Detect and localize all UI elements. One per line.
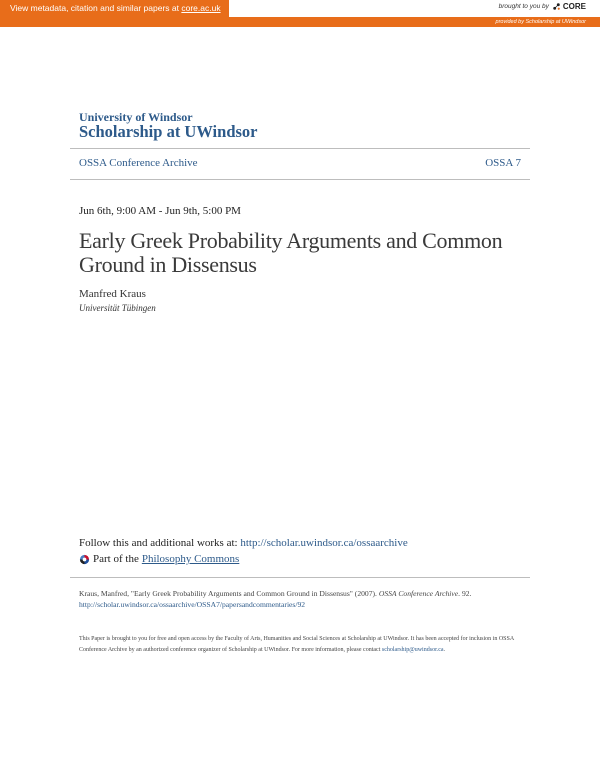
institution-name[interactable]: University of Windsor [79, 110, 193, 124]
divider-top [70, 148, 530, 149]
citation-url[interactable]: http://scholar.uwindsor.ca/ossaarchive/OSSA7/papersandcommentaries/92 [79, 600, 306, 609]
open-access-notice [79, 634, 529, 656]
provided-by-text: provided by Scholarship at UWindsor [495, 19, 586, 25]
session-date: Jun 6th, 9:00 AM - Jun 9th, 5:00 PM [79, 205, 241, 217]
notice-text: This Paper is brought to you for free and open access by the Faculty of Arts, Humanities and Social Sciences at Scholarship at UWindsor. It has been accepted for inclusion in OSSA Conference Archive by an authorized conference organizer of Scholarship at UWindsor. For more information, please contact [79, 636, 514, 653]
notice-end: . [443, 647, 446, 653]
follow-line [79, 537, 408, 549]
recommended-citation [79, 588, 529, 610]
series-link[interactable]: OSSA Conference Archive [79, 157, 198, 169]
contact-email-link[interactable]: scholarship@uwindsor.ca [381, 647, 444, 653]
paper-title: Early Greek Probability Arguments and Common Ground in Dissensus [79, 228, 503, 277]
divider-mid [70, 179, 530, 180]
core-logo-text: CORE [562, 2, 586, 11]
part-of-prefix: Part of the [93, 553, 139, 565]
core-left-text: View metadata, citation and similar papers at [10, 3, 182, 13]
network-logo-icon [79, 554, 90, 565]
citation-number: . 92. [458, 589, 472, 598]
repository-name[interactable]: Scholarship at UWindsor [79, 122, 258, 141]
conference-link[interactable]: OSSA 7 [485, 157, 521, 169]
archive-link[interactable]: http://scholar.uwindsor.ca/ossaarchive [240, 537, 408, 549]
brought-by-text: brought to you by [498, 3, 549, 10]
core-logo-icon [552, 2, 561, 11]
follow-prefix: Follow this and additional works at: [79, 537, 241, 549]
core-logo[interactable] [552, 2, 586, 11]
citation-journal: OSSA Conference Archive [378, 589, 459, 598]
citation-text: Kraus, Manfred, "Early Greek Probability Arguments and Common Ground in Dissensus" (2007). [79, 589, 379, 598]
author-affiliation: Universität Tübingen [79, 303, 156, 313]
philosophy-commons-link[interactable]: Philosophy Commons [141, 553, 240, 565]
core-brand [499, 2, 586, 11]
core-banner [0, 0, 600, 27]
part-of-line [79, 553, 239, 565]
core-metadata-notice [0, 0, 229, 17]
author-name: Manfred Kraus [79, 288, 146, 300]
divider-bottom [70, 577, 530, 578]
core-link[interactable]: core.ac.uk [181, 3, 221, 13]
